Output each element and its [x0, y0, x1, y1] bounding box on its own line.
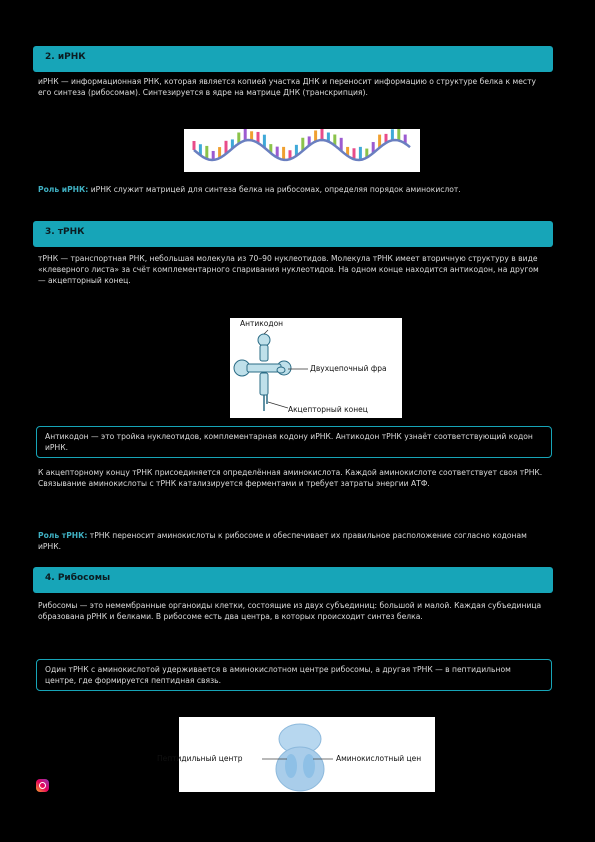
section-header-mrna	[33, 46, 553, 72]
ribosome-centers-note: Один тРНК с аминокислотой удерживается в аминокислотном центре рибосомы, а другая тРНК — в пептидильном центре, где формируется пептидная связь.	[36, 659, 552, 691]
trna-description: тРНК — транспортная РНК, небольшая молекула из 70–90 нуклеотидов. Молекула тРНК имеет вторичную структуру в виде «клеверного листа» за счёт комплементарного спаривания нуклеотидов. На одном конце находится антикодон, на другом — акцепторный конец.	[38, 254, 539, 285]
role-text: иРНК служит матрицей для синтеза белка на рибосомах, определяя порядок аминокислот.	[90, 185, 461, 194]
trna-figure	[230, 318, 402, 418]
mrna-description: иРНК — информационная РНК, которая является копией участка ДНК и переносит информацию о структуре белка к месту его синтеза (рибосомам). Синтезируется в ядре на матрице ДНК (транскрипция).	[38, 77, 536, 97]
mrna-strand-figure	[184, 129, 420, 172]
anticodon-label: Антикодон	[240, 319, 284, 328]
mrna-strand-diagram	[184, 129, 420, 172]
double-strand-label: Двухцепочный фра	[310, 364, 387, 373]
trna-role	[38, 530, 548, 552]
instagram-icon[interactable]	[36, 779, 49, 792]
aminoacyl-center-label: Аминокислотный цен	[336, 754, 422, 763]
role-text: тРНК переносит аминокислоты к рибосоме и обеспечивает их правильное расположение согласно кодонам иРНК.	[38, 531, 527, 551]
acceptor-end-label: Акцепторный конец	[288, 405, 368, 414]
role-label: Роль тРНК:	[38, 531, 88, 540]
section-title: 4. Рибосомы	[45, 573, 111, 583]
ribosomes-description: Рибосомы — это немембранные органоиды клетки, состоящие из двух субъединиц: большой и малой. Каждая субъединица образована рРНК и белками. В рибосоме есть два центра, в которых происходит синтез белка.	[38, 601, 542, 621]
role-label: Роль иРНК:	[38, 185, 89, 194]
ribosome-figure	[157, 717, 435, 792]
section-header-ribosomes	[33, 567, 553, 593]
trna-description-2: К акцепторному концу тРНК присоединяется определённая аминокислота. Каждой аминокислоте соответствует своя тРНК. Связывание аминокислоты с тРНК катализируется ферментами и требует затраты энергии АТФ.	[38, 468, 543, 488]
peptidyl-center-label: Пептидильный центр	[157, 754, 243, 763]
mrna-role	[38, 184, 548, 195]
anticodon-note: Антикодон — это тройка нуклеотидов, комплементарная кодону иРНК. Антикодон тРНК узнаёт соответствующий кодон иРНК.	[36, 426, 552, 458]
section-header-trna	[33, 221, 553, 247]
section-title: 2. иРНК	[45, 52, 86, 62]
section-title: 3. тРНК	[45, 227, 85, 237]
